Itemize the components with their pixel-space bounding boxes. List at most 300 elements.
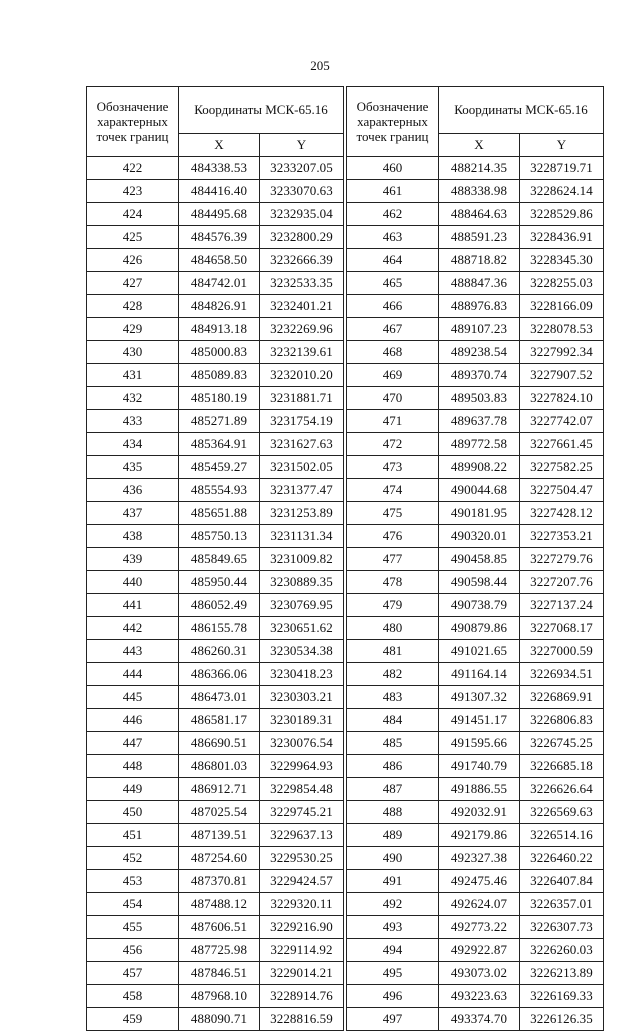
y-coordinate-cell: 3226745.25 [520, 732, 604, 755]
y-coordinate-cell: 3229745.21 [260, 801, 344, 824]
x-coordinate-cell: 487025.54 [179, 801, 260, 824]
y-coordinate-cell: 3232269.96 [260, 318, 344, 341]
table-row [347, 939, 604, 962]
y-coordinate-cell: 3231502.05 [260, 456, 344, 479]
point-id-cell: 456 [87, 939, 179, 962]
y-coordinate-cell: 3231131.34 [260, 525, 344, 548]
point-id-cell: 468 [347, 341, 439, 364]
y-coordinate-cell: 3226357.01 [520, 893, 604, 916]
x-coordinate-cell: 486052.49 [179, 594, 260, 617]
table-row [347, 272, 604, 295]
table-row [87, 732, 344, 755]
x-coordinate-cell: 490044.68 [439, 479, 520, 502]
y-coordinate-cell: 3226169.33 [520, 985, 604, 1008]
point-id-cell: 444 [87, 663, 179, 686]
point-id-cell: 434 [87, 433, 179, 456]
table-row [87, 847, 344, 870]
table-row [87, 341, 344, 364]
point-designation-header-line2: характерных [357, 114, 428, 129]
y-coordinate-cell: 3232533.35 [260, 272, 344, 295]
point-id-cell: 475 [347, 502, 439, 525]
x-coordinate-cell: 487488.12 [179, 893, 260, 916]
y-coordinate-cell: 3227207.76 [520, 571, 604, 594]
table-row [87, 525, 344, 548]
table-row [347, 801, 604, 824]
table-row [347, 985, 604, 1008]
x-coordinate-cell: 492475.46 [439, 870, 520, 893]
table-row [87, 985, 344, 1008]
x-coordinate-cell: 484416.40 [179, 180, 260, 203]
point-id-cell: 455 [87, 916, 179, 939]
x-coordinate-cell: 485000.83 [179, 341, 260, 364]
y-coordinate-cell: 3226685.18 [520, 755, 604, 778]
y-coordinate-cell: 3228914.76 [260, 985, 344, 1008]
table-row [87, 433, 344, 456]
point-id-cell: 484 [347, 709, 439, 732]
table-row [347, 249, 604, 272]
y-coordinate-cell: 3229424.57 [260, 870, 344, 893]
point-id-cell: 494 [347, 939, 439, 962]
x-coordinate-cell: 484658.50 [179, 249, 260, 272]
x-coordinate-cell: 493374.70 [439, 1008, 520, 1031]
x-coordinate-cell: 490879.86 [439, 617, 520, 640]
y-coordinate-cell: 3230418.23 [260, 663, 344, 686]
point-id-cell: 479 [347, 594, 439, 617]
table-row [87, 939, 344, 962]
point-id-cell: 459 [87, 1008, 179, 1031]
y-coordinate-cell: 3226260.03 [520, 939, 604, 962]
table-row [87, 893, 344, 916]
point-id-cell: 488 [347, 801, 439, 824]
y-column-header: Y [260, 134, 344, 157]
y-coordinate-cell: 3227824.10 [520, 387, 604, 410]
point-id-cell: 467 [347, 318, 439, 341]
y-coordinate-cell: 3227428.12 [520, 502, 604, 525]
x-coordinate-cell: 487254.60 [179, 847, 260, 870]
y-coordinate-cell: 3227582.25 [520, 456, 604, 479]
point-id-cell: 443 [87, 640, 179, 663]
table-row [347, 755, 604, 778]
coordinates-system-header: Координаты МСК-65.16 [439, 87, 604, 134]
table-row [87, 709, 344, 732]
table-row [87, 1008, 344, 1031]
x-coordinate-cell: 487846.51 [179, 962, 260, 985]
table-row [347, 318, 604, 341]
point-id-cell: 465 [347, 272, 439, 295]
y-coordinate-cell: 3226569.63 [520, 801, 604, 824]
x-coordinate-cell: 489107.23 [439, 318, 520, 341]
point-id-cell: 493 [347, 916, 439, 939]
y-coordinate-cell: 3226407.84 [520, 870, 604, 893]
x-coordinate-cell: 486581.17 [179, 709, 260, 732]
table-row [347, 479, 604, 502]
x-coordinate-cell: 491740.79 [439, 755, 520, 778]
y-coordinate-cell: 3231881.71 [260, 387, 344, 410]
y-coordinate-cell: 3227353.21 [520, 525, 604, 548]
point-id-cell: 422 [87, 157, 179, 180]
page-number: 205 [310, 58, 330, 73]
point-id-cell: 436 [87, 479, 179, 502]
right-table-body [347, 157, 604, 1031]
point-id-cell: 454 [87, 893, 179, 916]
point-id-cell: 495 [347, 962, 439, 985]
y-coordinate-cell: 3228529.86 [520, 203, 604, 226]
y-coordinate-cell: 3230076.54 [260, 732, 344, 755]
point-id-cell: 430 [87, 341, 179, 364]
point-id-cell: 427 [87, 272, 179, 295]
x-coordinate-cell: 491886.55 [439, 778, 520, 801]
y-coordinate-cell: 3230189.31 [260, 709, 344, 732]
x-coordinate-cell: 493223.63 [439, 985, 520, 1008]
point-designation-header-line3: точек границ [96, 129, 169, 144]
table-row [87, 617, 344, 640]
table-row [347, 433, 604, 456]
x-coordinate-cell: 487606.51 [179, 916, 260, 939]
y-coordinate-cell: 3230534.38 [260, 640, 344, 663]
table-row [347, 594, 604, 617]
point-id-cell: 477 [347, 548, 439, 571]
table-row [87, 502, 344, 525]
table-row [87, 962, 344, 985]
y-coordinate-cell: 3226213.89 [520, 962, 604, 985]
table-row [347, 571, 604, 594]
point-id-cell: 426 [87, 249, 179, 272]
table-row [347, 180, 604, 203]
x-coordinate-cell: 486801.03 [179, 755, 260, 778]
point-id-cell: 450 [87, 801, 179, 824]
table-row [347, 295, 604, 318]
x-coordinate-cell: 486366.06 [179, 663, 260, 686]
table-row [347, 387, 604, 410]
point-id-cell: 485 [347, 732, 439, 755]
point-designation-header-line1: Обозначение [356, 99, 429, 114]
y-coordinate-cell: 3229964.93 [260, 755, 344, 778]
y-coordinate-cell: 3226514.16 [520, 824, 604, 847]
point-id-cell: 482 [347, 663, 439, 686]
point-designation-header-line2: характерных [97, 114, 168, 129]
table-row [87, 364, 344, 387]
x-coordinate-cell: 486155.78 [179, 617, 260, 640]
y-coordinate-cell: 3228816.59 [260, 1008, 344, 1031]
table-row [87, 755, 344, 778]
y-column-header: Y [520, 134, 604, 157]
table-row [87, 663, 344, 686]
point-id-cell: 481 [347, 640, 439, 663]
point-designation-header [347, 87, 439, 157]
table-row [347, 226, 604, 249]
point-id-cell: 423 [87, 180, 179, 203]
y-coordinate-cell: 3228624.14 [520, 180, 604, 203]
y-coordinate-cell: 3227661.45 [520, 433, 604, 456]
x-coordinate-cell: 492327.38 [439, 847, 520, 870]
table-row [87, 479, 344, 502]
point-id-cell: 474 [347, 479, 439, 502]
x-coordinate-cell: 485459.27 [179, 456, 260, 479]
table-row [347, 732, 604, 755]
x-coordinate-cell: 488464.63 [439, 203, 520, 226]
y-coordinate-cell: 3232139.61 [260, 341, 344, 364]
table-row [87, 870, 344, 893]
point-id-cell: 463 [347, 226, 439, 249]
y-coordinate-cell: 3230651.62 [260, 617, 344, 640]
x-coordinate-cell: 485180.19 [179, 387, 260, 410]
table-row [347, 548, 604, 571]
x-coordinate-cell: 485750.13 [179, 525, 260, 548]
y-coordinate-cell: 3229530.25 [260, 847, 344, 870]
point-id-cell: 435 [87, 456, 179, 479]
point-id-cell: 492 [347, 893, 439, 916]
x-column-header: X [439, 134, 520, 157]
y-coordinate-cell: 3232800.29 [260, 226, 344, 249]
point-id-cell: 433 [87, 410, 179, 433]
x-coordinate-cell: 491451.17 [439, 709, 520, 732]
point-designation-header [87, 87, 179, 157]
y-coordinate-cell: 3226460.22 [520, 847, 604, 870]
y-coordinate-cell: 3227742.07 [520, 410, 604, 433]
table-row [87, 548, 344, 571]
point-id-cell: 487 [347, 778, 439, 801]
point-id-cell: 478 [347, 571, 439, 594]
y-coordinate-cell: 3230303.21 [260, 686, 344, 709]
y-coordinate-cell: 3227279.76 [520, 548, 604, 571]
y-coordinate-cell: 3233070.63 [260, 180, 344, 203]
table-row [347, 778, 604, 801]
y-coordinate-cell: 3226869.91 [520, 686, 604, 709]
x-coordinate-cell: 491307.32 [439, 686, 520, 709]
left-coordinates-table [86, 86, 344, 1031]
point-id-cell: 431 [87, 364, 179, 387]
x-coordinate-cell: 492773.22 [439, 916, 520, 939]
point-id-cell: 486 [347, 755, 439, 778]
x-coordinate-cell: 484338.53 [179, 157, 260, 180]
x-coordinate-cell: 489908.22 [439, 456, 520, 479]
y-coordinate-cell: 3226934.51 [520, 663, 604, 686]
x-coordinate-cell: 490320.01 [439, 525, 520, 548]
point-id-cell: 469 [347, 364, 439, 387]
right-coordinates-table-container [346, 86, 603, 1031]
point-id-cell: 483 [347, 686, 439, 709]
table-row [347, 617, 604, 640]
point-designation-header-line1: Обозначение [96, 99, 169, 114]
x-coordinate-cell: 488718.82 [439, 249, 520, 272]
x-coordinate-cell: 488976.83 [439, 295, 520, 318]
x-coordinate-cell: 487370.81 [179, 870, 260, 893]
point-id-cell: 473 [347, 456, 439, 479]
x-coordinate-cell: 486473.01 [179, 686, 260, 709]
x-column-header: X [179, 134, 260, 157]
x-coordinate-cell: 489503.83 [439, 387, 520, 410]
point-id-cell: 453 [87, 870, 179, 893]
x-coordinate-cell: 489238.54 [439, 341, 520, 364]
table-row [87, 387, 344, 410]
x-coordinate-cell: 485651.88 [179, 502, 260, 525]
x-coordinate-cell: 489772.58 [439, 433, 520, 456]
table-row [347, 502, 604, 525]
x-coordinate-cell: 492032.91 [439, 801, 520, 824]
table-row [87, 801, 344, 824]
point-id-cell: 491 [347, 870, 439, 893]
table-row [347, 893, 604, 916]
point-id-cell: 452 [87, 847, 179, 870]
point-id-cell: 470 [347, 387, 439, 410]
y-coordinate-cell: 3231754.19 [260, 410, 344, 433]
table-row [87, 686, 344, 709]
table-row [347, 709, 604, 732]
table-row [347, 962, 604, 985]
table-row [347, 686, 604, 709]
x-coordinate-cell: 484576.39 [179, 226, 260, 249]
point-id-cell: 461 [347, 180, 439, 203]
table-row [87, 318, 344, 341]
point-id-cell: 429 [87, 318, 179, 341]
y-coordinate-cell: 3229114.92 [260, 939, 344, 962]
x-coordinate-cell: 492179.86 [439, 824, 520, 847]
coordinates-system-header: Координаты МСК-65.16 [179, 87, 344, 134]
point-id-cell: 460 [347, 157, 439, 180]
table-row [347, 157, 604, 180]
x-coordinate-cell: 489637.78 [439, 410, 520, 433]
y-coordinate-cell: 3228166.09 [520, 295, 604, 318]
table-row [87, 249, 344, 272]
table-row [347, 364, 604, 387]
point-id-cell: 490 [347, 847, 439, 870]
table-row [87, 571, 344, 594]
x-coordinate-cell: 486260.31 [179, 640, 260, 663]
table-row [87, 226, 344, 249]
point-id-cell: 497 [347, 1008, 439, 1031]
y-coordinate-cell: 3228255.03 [520, 272, 604, 295]
point-id-cell: 472 [347, 433, 439, 456]
table-row [347, 870, 604, 893]
point-id-cell: 441 [87, 594, 179, 617]
y-coordinate-cell: 3230889.35 [260, 571, 344, 594]
y-coordinate-cell: 3227992.34 [520, 341, 604, 364]
x-coordinate-cell: 492922.87 [439, 939, 520, 962]
table-row [347, 525, 604, 548]
x-coordinate-cell: 492624.07 [439, 893, 520, 916]
x-coordinate-cell: 486690.51 [179, 732, 260, 755]
point-id-cell: 442 [87, 617, 179, 640]
y-coordinate-cell: 3228436.91 [520, 226, 604, 249]
y-coordinate-cell: 3227000.59 [520, 640, 604, 663]
table-row [87, 410, 344, 433]
point-designation-header-line3: точек границ [356, 129, 429, 144]
point-id-cell: 476 [347, 525, 439, 548]
y-coordinate-cell: 3232401.21 [260, 295, 344, 318]
table-row [87, 295, 344, 318]
table-row [347, 640, 604, 663]
y-coordinate-cell: 3226626.64 [520, 778, 604, 801]
table-row [347, 456, 604, 479]
table-row [87, 594, 344, 617]
point-id-cell: 438 [87, 525, 179, 548]
table-row [347, 663, 604, 686]
table-row [87, 778, 344, 801]
x-coordinate-cell: 484495.68 [179, 203, 260, 226]
table-row [347, 203, 604, 226]
x-coordinate-cell: 487968.10 [179, 985, 260, 1008]
x-coordinate-cell: 490181.95 [439, 502, 520, 525]
x-coordinate-cell: 488338.98 [439, 180, 520, 203]
y-coordinate-cell: 3227504.47 [520, 479, 604, 502]
y-coordinate-cell: 3227137.24 [520, 594, 604, 617]
point-id-cell: 489 [347, 824, 439, 847]
y-coordinate-cell: 3228345.30 [520, 249, 604, 272]
table-row [87, 640, 344, 663]
y-coordinate-cell: 3233207.05 [260, 157, 344, 180]
table-row [87, 456, 344, 479]
y-coordinate-cell: 3226126.35 [520, 1008, 604, 1031]
table-row [347, 1008, 604, 1031]
x-coordinate-cell: 491021.65 [439, 640, 520, 663]
y-coordinate-cell: 3228078.53 [520, 318, 604, 341]
table-row [347, 847, 604, 870]
x-coordinate-cell: 485849.65 [179, 548, 260, 571]
x-coordinate-cell: 487139.51 [179, 824, 260, 847]
right-coordinates-table [346, 86, 604, 1031]
y-coordinate-cell: 3229854.48 [260, 778, 344, 801]
point-id-cell: 447 [87, 732, 179, 755]
point-id-cell: 425 [87, 226, 179, 249]
table-row [87, 157, 344, 180]
y-coordinate-cell: 3232935.04 [260, 203, 344, 226]
y-coordinate-cell: 3232666.39 [260, 249, 344, 272]
point-id-cell: 448 [87, 755, 179, 778]
x-coordinate-cell: 485950.44 [179, 571, 260, 594]
x-coordinate-cell: 488847.36 [439, 272, 520, 295]
table-row [347, 824, 604, 847]
x-coordinate-cell: 484826.91 [179, 295, 260, 318]
x-coordinate-cell: 489370.74 [439, 364, 520, 387]
x-coordinate-cell: 485554.93 [179, 479, 260, 502]
point-id-cell: 432 [87, 387, 179, 410]
y-coordinate-cell: 3231377.47 [260, 479, 344, 502]
point-id-cell: 466 [347, 295, 439, 318]
y-coordinate-cell: 3229320.11 [260, 893, 344, 916]
x-coordinate-cell: 487725.98 [179, 939, 260, 962]
point-id-cell: 464 [347, 249, 439, 272]
x-coordinate-cell: 488214.35 [439, 157, 520, 180]
x-coordinate-cell: 484913.18 [179, 318, 260, 341]
y-coordinate-cell: 3226307.73 [520, 916, 604, 939]
table-row [87, 824, 344, 847]
point-id-cell: 445 [87, 686, 179, 709]
left-coordinates-table-container [86, 86, 343, 1031]
y-coordinate-cell: 3231253.89 [260, 502, 344, 525]
x-coordinate-cell: 493073.02 [439, 962, 520, 985]
point-id-cell: 446 [87, 709, 179, 732]
table-row [87, 180, 344, 203]
point-id-cell: 428 [87, 295, 179, 318]
x-coordinate-cell: 488591.23 [439, 226, 520, 249]
y-coordinate-cell: 3229637.13 [260, 824, 344, 847]
y-coordinate-cell: 3229216.90 [260, 916, 344, 939]
table-row [347, 341, 604, 364]
table-row [347, 410, 604, 433]
point-id-cell: 449 [87, 778, 179, 801]
point-id-cell: 440 [87, 571, 179, 594]
y-coordinate-cell: 3228719.71 [520, 157, 604, 180]
y-coordinate-cell: 3231009.82 [260, 548, 344, 571]
y-coordinate-cell: 3231627.63 [260, 433, 344, 456]
y-coordinate-cell: 3229014.21 [260, 962, 344, 985]
y-coordinate-cell: 3230769.95 [260, 594, 344, 617]
x-coordinate-cell: 486912.71 [179, 778, 260, 801]
y-coordinate-cell: 3227907.52 [520, 364, 604, 387]
x-coordinate-cell: 485364.91 [179, 433, 260, 456]
point-id-cell: 424 [87, 203, 179, 226]
y-coordinate-cell: 3226806.83 [520, 709, 604, 732]
